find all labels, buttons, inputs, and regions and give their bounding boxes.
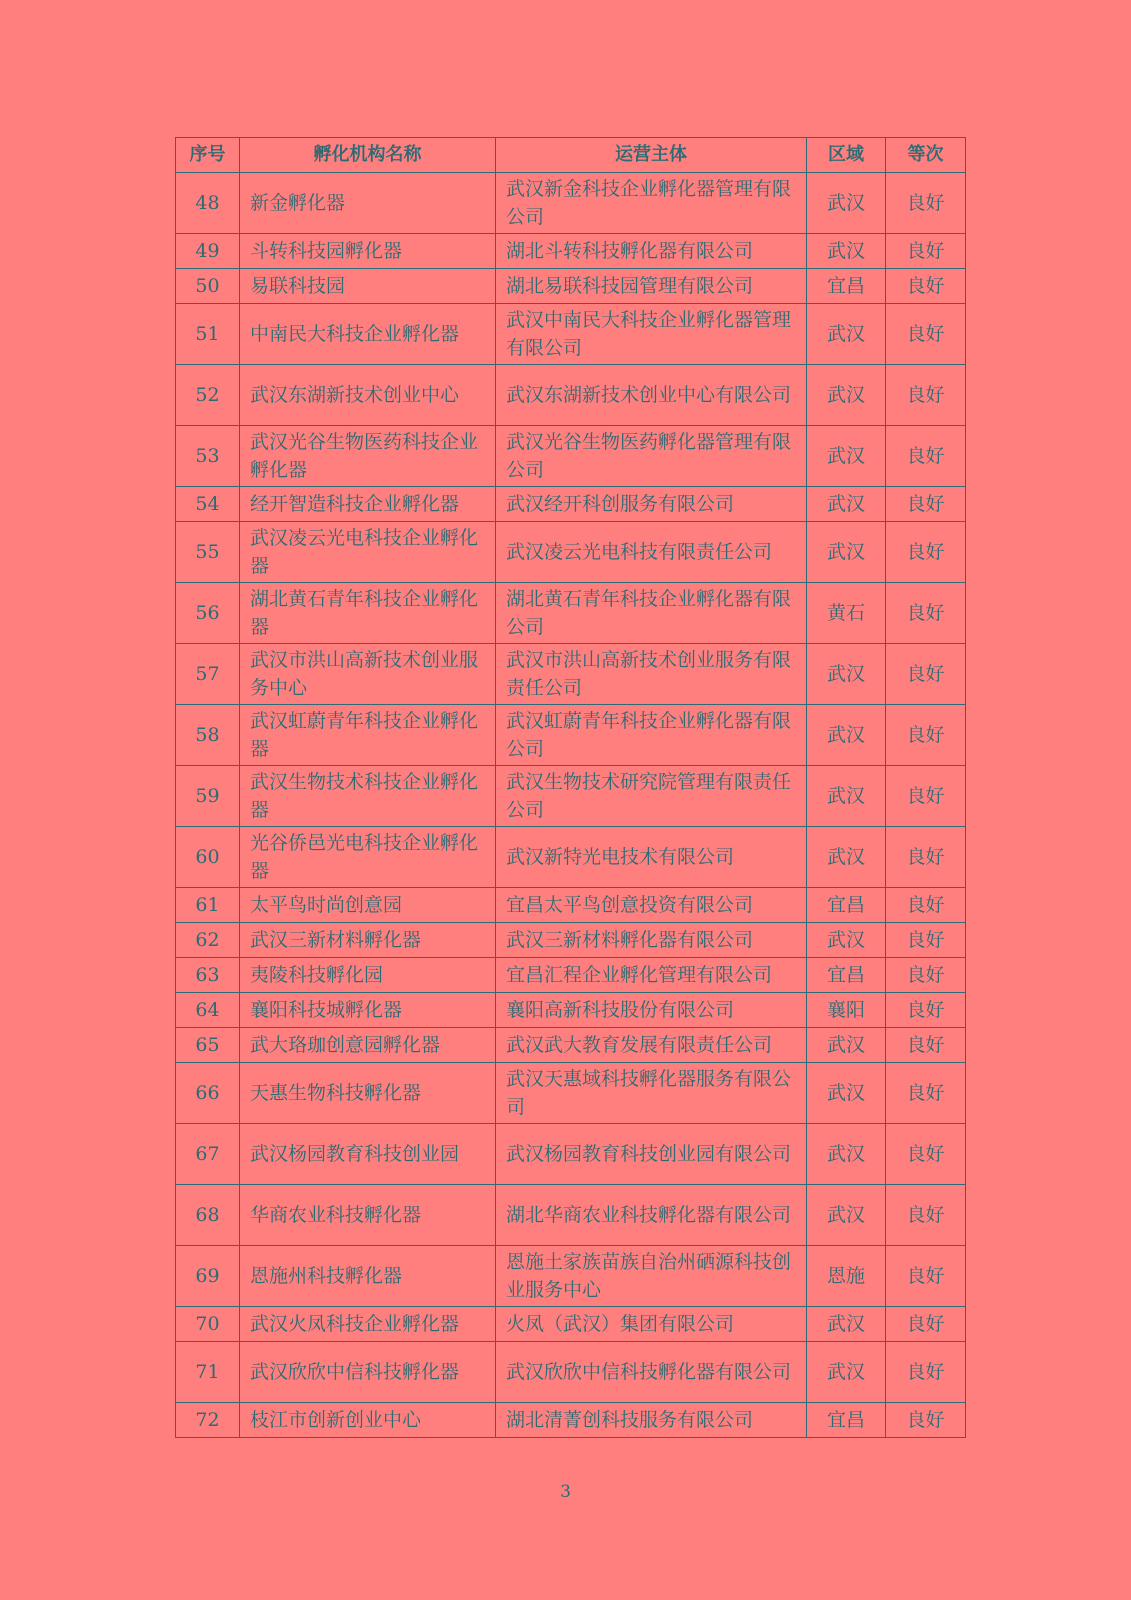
table-row [176,426,966,487]
table-row [176,365,966,426]
cell-grade: 良好 [886,365,966,426]
cell-grade: 良好 [886,705,966,766]
cell-grade: 良好 [886,234,966,269]
cell-grade: 良好 [886,923,966,958]
cell-grade: 良好 [886,1185,966,1246]
cell-operator: 火凤（武汉）集团有限公司 [496,1307,807,1342]
cell-operator: 武汉经开科创服务有限公司 [496,487,807,522]
cell-name: 夷陵科技孵化园 [240,958,496,993]
table-row [176,173,966,234]
cell-grade: 良好 [886,958,966,993]
cell-grade: 良好 [886,1028,966,1063]
cell-no: 62 [176,923,240,958]
cell-name: 武汉市洪山高新技术创业服务中心 [240,644,496,705]
cell-region: 武汉 [807,1063,886,1124]
cell-no: 51 [176,304,240,365]
table-row [176,1028,966,1063]
header-no: 序号 [176,138,240,173]
table-body [176,173,966,1438]
cell-operator: 湖北黄石青年科技企业孵化器有限公司 [496,583,807,644]
header-grade: 等次 [886,138,966,173]
cell-no: 64 [176,993,240,1028]
table-row [176,1124,966,1185]
cell-operator: 武汉光谷生物医药孵化器管理有限公司 [496,426,807,487]
cell-name: 武汉杨园教育科技创业园 [240,1124,496,1185]
cell-region: 宜昌 [807,958,886,993]
cell-grade: 良好 [886,827,966,888]
cell-region: 武汉 [807,1185,886,1246]
cell-name: 恩施州科技孵化器 [240,1246,496,1307]
cell-operator: 襄阳高新科技股份有限公司 [496,993,807,1028]
cell-grade: 良好 [886,522,966,583]
table-row [176,1342,966,1403]
cell-region: 武汉 [807,365,886,426]
cell-grade: 良好 [886,1246,966,1307]
table-row [176,644,966,705]
table-row [176,234,966,269]
table-row [176,923,966,958]
cell-no: 52 [176,365,240,426]
cell-no: 48 [176,173,240,234]
cell-region: 襄阳 [807,993,886,1028]
cell-operator: 武汉杨园教育科技创业园有限公司 [496,1124,807,1185]
cell-no: 54 [176,487,240,522]
table-row [176,269,966,304]
cell-region: 恩施 [807,1246,886,1307]
cell-grade: 良好 [886,1063,966,1124]
cell-operator: 武汉东湖新技术创业中心有限公司 [496,365,807,426]
table-row [176,1403,966,1438]
cell-grade: 良好 [886,1124,966,1185]
cell-no: 50 [176,269,240,304]
cell-grade: 良好 [886,1307,966,1342]
table-header-row [176,138,966,173]
cell-operator: 武汉三新材料孵化器有限公司 [496,923,807,958]
cell-no: 60 [176,827,240,888]
cell-name: 武汉光谷生物医药科技企业孵化器 [240,426,496,487]
cell-no: 56 [176,583,240,644]
cell-no: 53 [176,426,240,487]
cell-no: 67 [176,1124,240,1185]
table-row [176,993,966,1028]
table-row [176,1063,966,1124]
header-region: 区域 [807,138,886,173]
cell-name: 武汉三新材料孵化器 [240,923,496,958]
cell-operator: 武汉虹蔚青年科技企业孵化器有限公司 [496,705,807,766]
cell-name: 武大珞珈创意园孵化器 [240,1028,496,1063]
cell-region: 武汉 [807,1307,886,1342]
cell-name: 太平鸟时尚创意园 [240,888,496,923]
cell-name: 中南民大科技企业孵化器 [240,304,496,365]
cell-name: 湖北黄石青年科技企业孵化器 [240,583,496,644]
cell-region: 宜昌 [807,269,886,304]
cell-no: 58 [176,705,240,766]
cell-operator: 武汉市洪山高新技术创业服务有限责任公司 [496,644,807,705]
cell-region: 武汉 [807,766,886,827]
cell-region: 宜昌 [807,888,886,923]
header-name: 孵化机构名称 [240,138,496,173]
incubator-table [175,137,966,1438]
table-row [176,583,966,644]
cell-grade: 良好 [886,583,966,644]
cell-no: 55 [176,522,240,583]
cell-grade: 良好 [886,766,966,827]
cell-no: 69 [176,1246,240,1307]
table-row [176,958,966,993]
cell-name: 易联科技园 [240,269,496,304]
cell-operator: 湖北斗转科技孵化器有限公司 [496,234,807,269]
cell-grade: 良好 [886,173,966,234]
cell-region: 武汉 [807,487,886,522]
cell-operator: 宜昌太平鸟创意投资有限公司 [496,888,807,923]
cell-operator: 武汉生物技术研究院管理有限责任公司 [496,766,807,827]
table-row [176,304,966,365]
cell-region: 武汉 [807,923,886,958]
cell-name: 枝江市创新创业中心 [240,1403,496,1438]
cell-no: 63 [176,958,240,993]
cell-no: 71 [176,1342,240,1403]
cell-operator: 湖北易联科技园管理有限公司 [496,269,807,304]
cell-region: 武汉 [807,173,886,234]
table-row [176,1246,966,1307]
cell-operator: 武汉新金科技企业孵化器管理有限公司 [496,173,807,234]
cell-region: 武汉 [807,304,886,365]
cell-region: 武汉 [807,234,886,269]
cell-name: 新金孵化器 [240,173,496,234]
cell-no: 57 [176,644,240,705]
cell-region: 武汉 [807,1028,886,1063]
cell-grade: 良好 [886,888,966,923]
cell-region: 武汉 [807,1342,886,1403]
cell-region: 武汉 [807,1124,886,1185]
table-row [176,766,966,827]
cell-name: 武汉东湖新技术创业中心 [240,365,496,426]
cell-name: 武汉生物技术科技企业孵化器 [240,766,496,827]
cell-no: 49 [176,234,240,269]
cell-region: 武汉 [807,827,886,888]
table-row [176,888,966,923]
cell-no: 68 [176,1185,240,1246]
cell-operator: 武汉新特光电技术有限公司 [496,827,807,888]
cell-region: 黄石 [807,583,886,644]
cell-grade: 良好 [886,1403,966,1438]
table-row [176,1185,966,1246]
cell-region: 武汉 [807,705,886,766]
cell-name: 华商农业科技孵化器 [240,1185,496,1246]
cell-region: 武汉 [807,522,886,583]
cell-grade: 良好 [886,304,966,365]
cell-no: 59 [176,766,240,827]
table-row [176,487,966,522]
cell-operator: 湖北清菁创科技服务有限公司 [496,1403,807,1438]
cell-grade: 良好 [886,426,966,487]
cell-name: 武汉虹蔚青年科技企业孵化器 [240,705,496,766]
cell-region: 武汉 [807,426,886,487]
page-number: 3 [560,1482,571,1502]
cell-name: 天惠生物科技孵化器 [240,1063,496,1124]
cell-operator: 湖北华商农业科技孵化器有限公司 [496,1185,807,1246]
cell-no: 66 [176,1063,240,1124]
cell-operator: 武汉天惠域科技孵化器服务有限公司 [496,1063,807,1124]
cell-region: 宜昌 [807,1403,886,1438]
cell-operator: 武汉中南民大科技企业孵化器管理有限公司 [496,304,807,365]
cell-grade: 良好 [886,269,966,304]
table-row [176,827,966,888]
cell-operator: 恩施土家族苗族自治州硒源科技创业服务中心 [496,1246,807,1307]
cell-grade: 良好 [886,1342,966,1403]
cell-name: 经开智造科技企业孵化器 [240,487,496,522]
table-row [176,705,966,766]
cell-grade: 良好 [886,993,966,1028]
cell-operator: 武汉武大教育发展有限责任公司 [496,1028,807,1063]
cell-region: 武汉 [807,644,886,705]
cell-grade: 良好 [886,487,966,522]
cell-no: 70 [176,1307,240,1342]
cell-no: 61 [176,888,240,923]
cell-no: 65 [176,1028,240,1063]
cell-name: 武汉火凤科技企业孵化器 [240,1307,496,1342]
cell-name: 襄阳科技城孵化器 [240,993,496,1028]
cell-name: 武汉凌云光电科技企业孵化器 [240,522,496,583]
header-operator: 运营主体 [496,138,807,173]
table-row [176,1307,966,1342]
cell-no: 72 [176,1403,240,1438]
cell-name: 斗转科技园孵化器 [240,234,496,269]
cell-grade: 良好 [886,644,966,705]
cell-operator: 宜昌汇程企业孵化管理有限公司 [496,958,807,993]
cell-operator: 武汉欣欣中信科技孵化器有限公司 [496,1342,807,1403]
table-row [176,522,966,583]
cell-operator: 武汉凌云光电科技有限责任公司 [496,522,807,583]
cell-name: 武汉欣欣中信科技孵化器 [240,1342,496,1403]
cell-name: 光谷侨邑光电科技企业孵化器 [240,827,496,888]
